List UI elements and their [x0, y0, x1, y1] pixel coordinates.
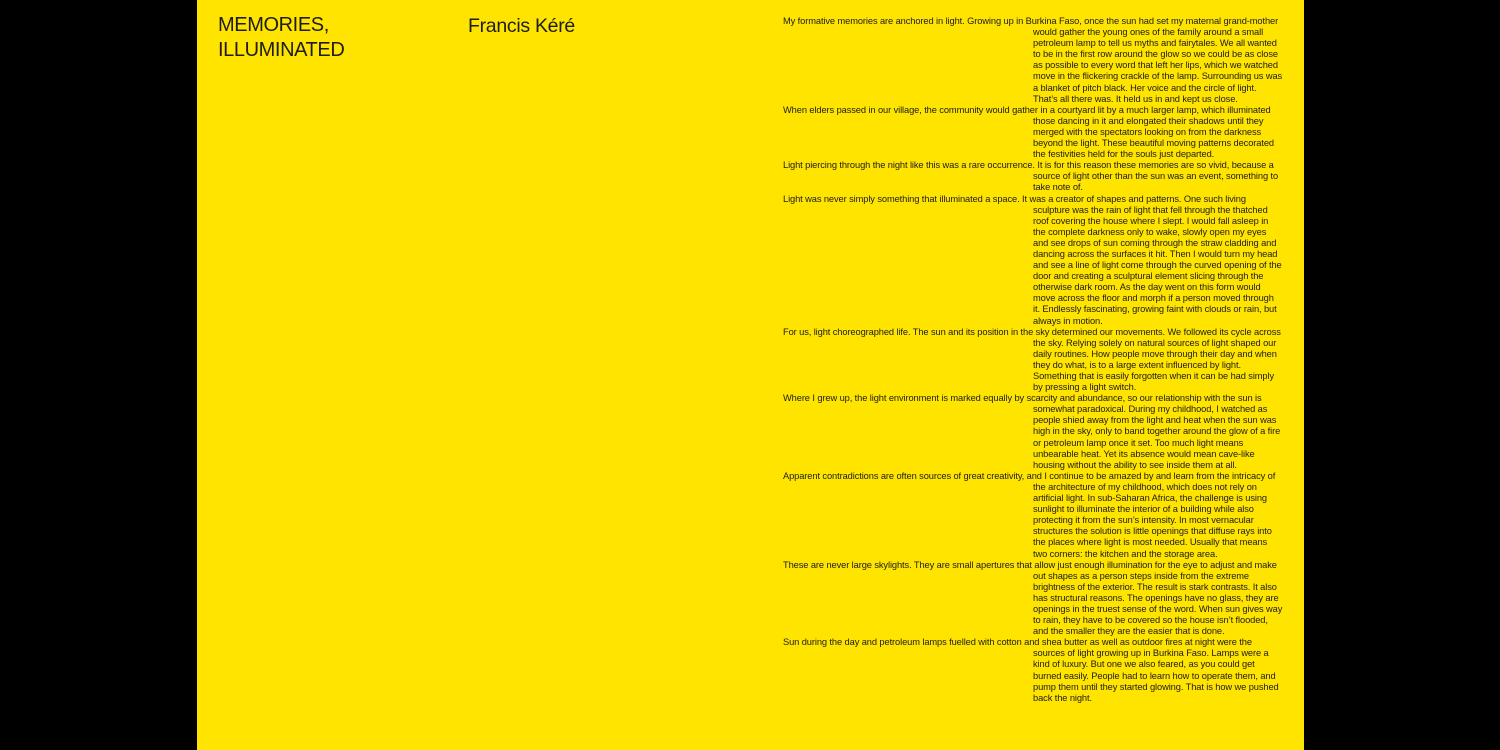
article-title [218, 13, 344, 63]
article-spread [197, 0, 1304, 750]
right-black-margin [1304, 0, 1500, 750]
article-title-line-2: ILLUMINATED [218, 39, 345, 61]
article-body [783, 16, 1283, 704]
paragraph: For us, light choreographed life. The sun and its position in the sky determined our movements. We followed its cycle across the sky. Relying solely on natural sources of light shaped our daily routines. How people move through their day and when they do what, is to a large extent influenced by light. Something that is easily forgotten when it can be had simply by pressing a light switch. [783, 326, 1281, 393]
author-name: Francis Kéré [468, 15, 575, 37]
paragraph: Light piercing through the night like this was a rare occurrence. It is for this reason these memories are so vivid, because a source of light other than the sun was an event, something to take note of. [783, 160, 1279, 193]
article-title-line-1: MEMORIES, [218, 14, 329, 36]
paragraph: When elders passed in our village, the community would gather in a courtyard lit by a much larger lamp, which illuminated those dancing in it and elongated their shadows until they merged with the spectators looking on from the darkness beyond the light. These beautiful moving patterns decorated the festivities held for the souls just departed. [783, 104, 1274, 160]
paragraph: Sun during the day and petroleum lamps fuelled with cotton and shea butter as well as outdoor fires at night were the sources of light growing up in Burkina Faso. Lamps were a kind of luxury. But one we also feared, as you could get burned easily. People had to learn how to operate them, and pump them until they started glowing. That is how we pushed back the night. [783, 637, 1279, 703]
paragraph: Light was never simply something that illuminated a space. It was a creator of shapes and patterns. One such living sculpture was the rain of light that fell through the thatched roof covering the house where I slept. I would fall asleep in the complete darkness only to wake, slowly open my eyes and see drops of sun coming through the straw cladding and dancing across the surfaces it hit. Then I would turn my head and see a line of light come through the curved opening of the door and creating a sculptural element slicing through the otherwise dark room. As the day went on this form would move across the floor and morph if a person moved through it. Endlessly fascinating, growing faint with clouds or rain, but always in motion. [783, 193, 1282, 326]
paragraph: These are never large skylights. They are small apertures that allow just enough illumination for the eye to adjust and make out shapes as a person steps inside from the extreme brightness of the exterior. The result is stark contrasts. It also has structural reasons. The openings have no glass, they are openings in the truest sense of the word. When sun gives way to rain, they have to be covered so the house isn’t flooded, and the smaller they are the easier that is done. [783, 559, 1283, 637]
left-black-margin [0, 0, 197, 750]
paragraph: Where I grew up, the light environment is marked equally by scarcity and abundance, so our relationship with the sun is somewhat paradoxical. During my childhood, I watched as people shied away from the light and heat when the sun was high in the sky, only to band together around the glow of a fire or petroleum lamp once it set. Too much light means unbearable heat. Yet its absence would mean cave-like housing without the ability to see inside them at all. [783, 393, 1281, 470]
paragraph: My formative memories are anchored in light. Growing up in Burkina Faso, once the sun had set my maternal grand-mother would gather the young ones of the family around a small petroleum lamp to tell us myths and fairytales. We all wanted to be in the first row around the glow so we could be as close as possible to every word that left her lips, which we watched move in the flickering crackle of the lamp. Surrounding us was a blanket of pitch black. Her voice and the circle of light. That’s all there was. It held us in and kept us close. [783, 16, 1283, 104]
paragraph: Apparent contradictions are often sources of great creativity, and I continue to be amazed by and learn from the intricacy of the architecture of my childhood, which does not rely on artificial light. In sub-Saharan Africa, the challenge is using sunlight to illuminate the interior of a building while also protecting it from the sun’s intensity. In most vernacular structures the solution is little openings that diffuse rays into the places where light is most needed. Usually that means two corners: the kitchen and the storage area. [783, 470, 1276, 559]
